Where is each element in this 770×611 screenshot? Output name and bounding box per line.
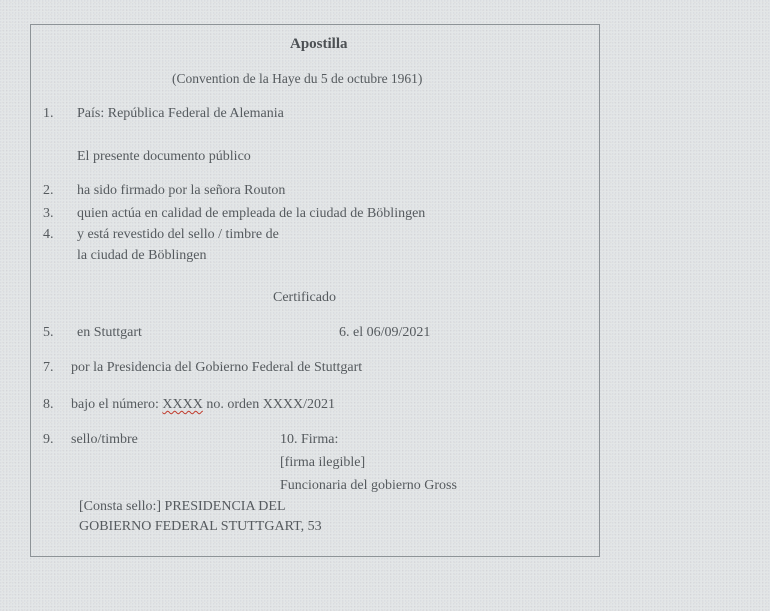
number-label: bajo el número: <box>71 397 159 412</box>
certified-heading: Certificado <box>273 290 336 305</box>
document-subtitle: (Convention de la Haye du 5 de octubre 1961) <box>172 71 423 86</box>
item-number-1: 1. <box>43 106 54 121</box>
authority-line: por la Presidencia del Gobierno Federal de Stuttgart <box>71 360 363 375</box>
seal-stamp-label: sello/timbre <box>71 432 138 447</box>
number-line <box>71 398 335 412</box>
item-number-5: 5. <box>43 325 54 340</box>
item-number-7: 7. <box>43 360 54 375</box>
public-document-line: El presente documento público <box>77 149 251 164</box>
document-title: Apostilla <box>290 36 348 52</box>
acting-capacity-line: quien actúa en calidad de empleada de la ciudad de Böblingen <box>77 206 426 221</box>
stamp-text-line-2: GOBIERNO FEDERAL STUTTGART, 53 <box>79 519 322 534</box>
item-number-8: 8. <box>43 397 54 412</box>
country-line: País: República Federal de Alemania <box>77 106 284 121</box>
item-number-3: 3. <box>43 206 54 221</box>
place-line: en Stuttgart <box>77 325 142 340</box>
seal-line: y está revestido del sello / timbre de <box>77 227 279 242</box>
item-number-2: 2. <box>43 183 54 198</box>
item-number-4: 4. <box>43 227 54 242</box>
official-name: Funcionaria del gobierno Gross <box>280 478 457 493</box>
order-number: no. orden XXXX/2021 <box>206 397 336 412</box>
signature-label: 10. Firma: <box>280 432 339 447</box>
illegible-signature: [firma ilegible] <box>280 455 366 470</box>
date-line: 6. el 06/09/2021 <box>339 325 431 340</box>
stamp-text-line-1: [Consta sello:] PRESIDENCIA DEL <box>79 499 286 514</box>
number-placeholder: XXXX <box>162 397 203 412</box>
seal-city-line: la ciudad de Böblingen <box>77 248 207 263</box>
signed-by-line: ha sido firmado por la señora Routon <box>77 183 286 198</box>
item-number-9: 9. <box>43 432 54 447</box>
